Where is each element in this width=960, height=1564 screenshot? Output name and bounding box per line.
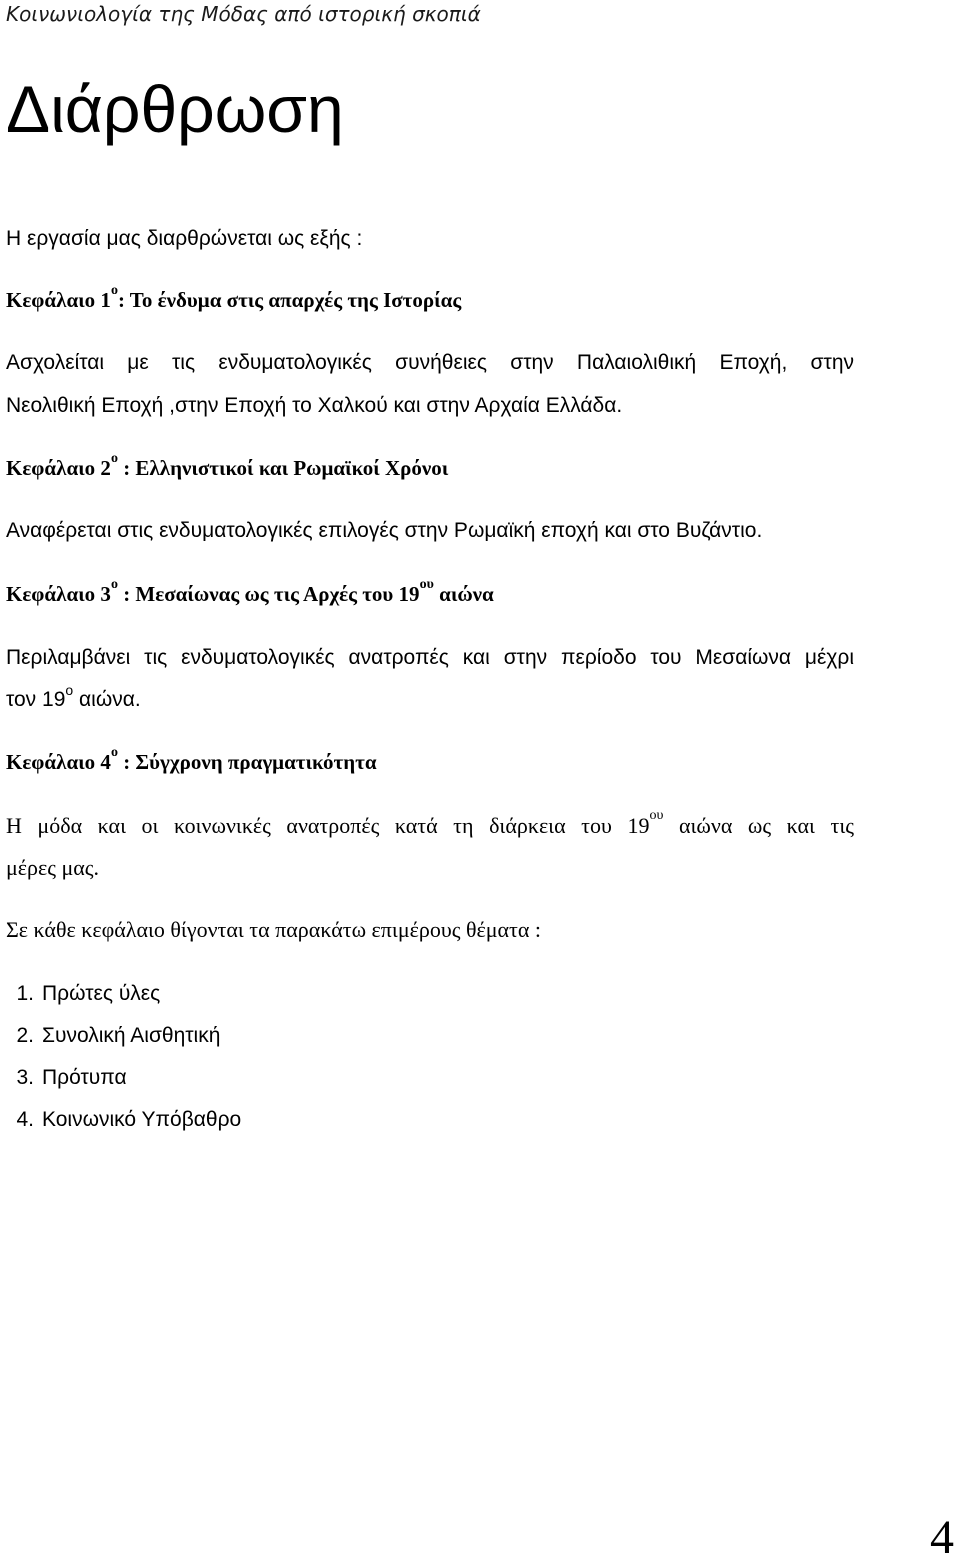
chapter-2-ordinal: ο (110, 451, 118, 466)
chapter-2-text-line1: Αναφέρεται στις ενδυματολογικές επιλογές στην Ρωμαϊκή εποχή και στο Βυζάντιο. (6, 519, 763, 542)
list-item-number: 2. (16, 1024, 34, 1047)
chapter-4-text-line1 (6, 808, 854, 838)
chapter-3-text-line2 (6, 682, 141, 711)
chapter-4-title: : Σύγχρονη πραγματικότητα (117, 750, 377, 774)
list-item-label: Πρότυπα (42, 1066, 127, 1089)
chapter-1-text-line1: Ασχολείται με τις ενδυματολογικές συνήθειες στην Παλαιολιθική Εποχή, στην (6, 351, 854, 374)
chapter-4-text-line1-post: αιώνα ως και τις (663, 813, 854, 838)
chapter-4-ordinal: ο (110, 745, 118, 760)
chapter-1-ordinal: ο (110, 283, 118, 298)
chapter-1-label: Κεφάλαιο 1 (6, 288, 111, 312)
chapter-3-title-end: αιώνα (433, 582, 494, 606)
running-header: Κοινωνιολογία της Μόδας από ιστορική σκοπιά (6, 2, 481, 26)
list-item (6, 983, 160, 1004)
subtopics-intro: Σε κάθε κεφάλαιο θίγονται τα παρακάτω επιμέρους θέματα : (6, 917, 542, 942)
list-item-label: Συνολική Αισθητική (42, 1024, 221, 1047)
chapter-4-text-ordinal: ου (649, 808, 664, 823)
list-item (6, 1025, 220, 1046)
list-item (6, 1067, 127, 1088)
chapter-2-label: Κεφάλαιο 2 (6, 456, 111, 480)
chapter-3-label: Κεφάλαιο 3 (6, 582, 111, 606)
page-title: Διάρθρωση (6, 72, 344, 146)
chapter-3-century-ordinal: ου (419, 577, 434, 592)
chapter-4-label: Κεφάλαιο 4 (6, 750, 111, 774)
intro-text: Η εργασία μας διαρθρώνεται ως εξής : (6, 227, 363, 250)
chapter-2-title: : Ελληνιστικοί και Ρωμαϊκοί Χρόνοι (117, 456, 449, 480)
list-item-number: 3. (16, 1066, 34, 1089)
chapter-3-ordinal: ο (110, 577, 118, 592)
chapter-2-heading (6, 451, 449, 480)
page-number: 4 (930, 1511, 954, 1564)
list-item-label: Πρώτες ύλες (42, 982, 161, 1005)
list-item-number: 4. (16, 1108, 34, 1131)
chapter-3-text-line2-pre: τον 19 (6, 688, 66, 711)
list-item (6, 1109, 241, 1130)
chapter-1-title: : Το ένδυμα στις απαρχές της Ιστορίας (117, 288, 462, 312)
chapter-4-text-line2: μέρες μας. (6, 855, 99, 880)
chapter-3-title: : Μεσαίωνας ως τις Αρχές του 19 (117, 582, 420, 606)
list-item-number: 1. (16, 982, 34, 1005)
list-item-label: Κοινωνικό Υπόβαθρο (42, 1108, 242, 1131)
chapter-1-heading (6, 283, 462, 312)
chapter-4-heading (6, 745, 377, 774)
chapter-3-text-line1: Περιλαμβάνει τις ενδυματολογικές ανατροπές και στην περίοδο του Μεσαίωνα μέχρι (6, 646, 854, 669)
chapter-1-text-line2: Νεολιθική Εποχή ,στην Εποχή το Χαλκού και στην Αρχαία Ελλάδα. (6, 394, 623, 417)
chapter-3-text-line2-post: αιώνα. (73, 688, 141, 711)
chapter-4-text-line1-pre: Η μόδα και οι κοινωνικές ανατροπές κατά τη διάρκεια του 19 (6, 813, 650, 838)
chapter-3-heading (6, 577, 494, 606)
chapter-3-text-ordinal: ο (65, 682, 74, 698)
